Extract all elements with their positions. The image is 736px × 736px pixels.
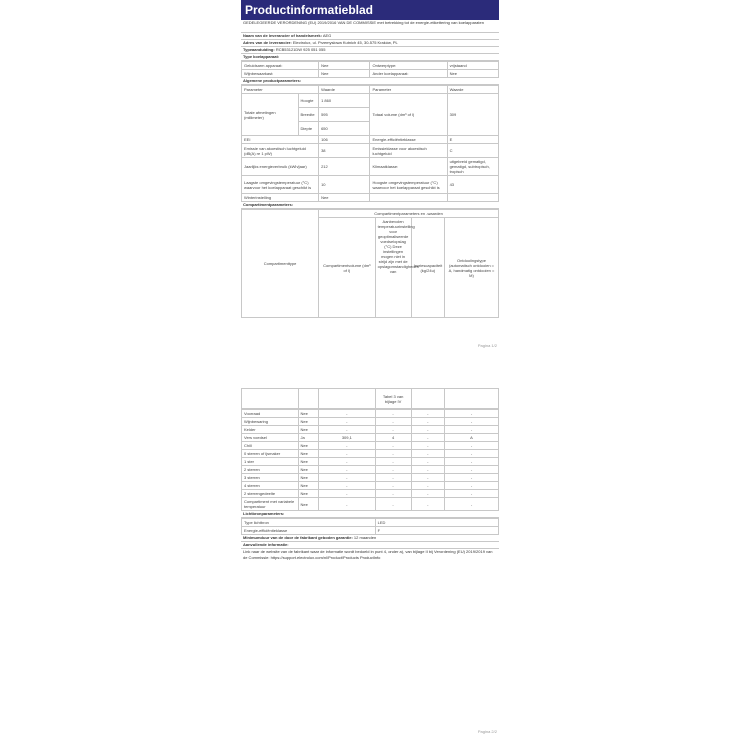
- table-cell: Nee: [298, 474, 319, 482]
- table-row: [242, 418, 499, 426]
- table-cell: -: [411, 498, 444, 511]
- table-cell: -: [375, 410, 411, 418]
- table-cell: Nee: [298, 418, 319, 426]
- table-row: [242, 442, 499, 450]
- extra-section-title: Aanvullende informatie:: [241, 542, 499, 549]
- table-cell: Nee: [298, 482, 319, 490]
- table-row: Wijnbewaarkast: Nee Ander koelapparaat: Nee: [242, 70, 499, 78]
- table-cell: Nee: [298, 498, 319, 511]
- table-cell: -: [375, 450, 411, 458]
- table-cell: -: [319, 418, 376, 426]
- table-cell: -: [319, 490, 376, 498]
- table-row: Jaarlijks energieverbruik (kWh/jaar) 212 Klimaatklasse: uitgebreid gematigd, gematigd, subtropisch, tropisch: [242, 158, 499, 176]
- table-row: [242, 490, 499, 498]
- table-row: Totale afmetingen (millimeter) Hoogte 1 860 Totaal volume (dm³ of l) 309: [242, 94, 499, 108]
- table-cell: Nee: [298, 490, 319, 498]
- table-cell: -: [411, 482, 444, 490]
- table-cell: -: [444, 450, 498, 458]
- table-cell: -: [411, 474, 444, 482]
- table-cell: Chill: [242, 442, 299, 450]
- table-cell: -: [411, 410, 444, 418]
- address-line: Adres van de leverancier: Electrolux, ul. Przemysłowa Kutnich 45, 30-575 Kraków, PL: [241, 40, 499, 47]
- comp-section-title: Compartimentparameters:: [241, 202, 499, 209]
- comp-header-table: [241, 209, 499, 318]
- table-row: [242, 434, 499, 442]
- table-cell: -: [375, 426, 411, 434]
- table-cell: -: [444, 442, 498, 450]
- extra-text: Link naar de website van de fabrikant waar de informatie wordt bedoeld in punt 4, onder a), van bijlage II bij Verordening (EU) 2019/2019 van de Commissie: https://support.electrolux.com/nl/Product/Products ProductInfo: [243, 549, 493, 560]
- warranty-line: Minimumduur van de door de fabrikant geboden garantie: 12 maanden: [241, 535, 499, 542]
- table-cell: -: [375, 442, 411, 450]
- table-cell: -: [444, 458, 498, 466]
- page-2: [241, 388, 499, 736]
- table-cell: 3 sterren: [242, 474, 299, 482]
- table-cell: -: [444, 490, 498, 498]
- table-row: [242, 498, 499, 511]
- type-section-title: Type koelapparaat:: [241, 54, 499, 61]
- table-cell: Compartiment met variabele temperatuur: [242, 498, 299, 511]
- table-row: EEI 106 Energie-efficiëntieklasse E: [242, 136, 499, 144]
- table-cell: -: [411, 458, 444, 466]
- page-1: [241, 0, 499, 350]
- table-cell: -: [411, 418, 444, 426]
- table-cell: Vers voedsel: [242, 434, 299, 442]
- table-cell: -: [375, 418, 411, 426]
- table-cell: Nee: [298, 426, 319, 434]
- table-cell: Ja: [298, 434, 319, 442]
- table-row: [242, 410, 499, 418]
- table-cell: A: [444, 434, 498, 442]
- table-cell: -: [411, 490, 444, 498]
- table-cell: Nee: [298, 410, 319, 418]
- table-cell: -: [444, 474, 498, 482]
- table-cell: Wijnbewaring: [242, 418, 299, 426]
- table-row: Tabel 3 van bijlage IV: [242, 389, 499, 409]
- table-row: [242, 450, 499, 458]
- table-cell: -: [411, 434, 444, 442]
- regulation-text: GEDELEGEERDE VERORDENING (EU) 2019/2016 VAN DE COMMISSIE met betrekking tot de energie-etikettering van koelapparaten: [241, 20, 499, 33]
- table-cell: -: [319, 482, 376, 490]
- page-title: Productinformatieblad: [241, 0, 499, 20]
- table-cell: -: [319, 410, 376, 418]
- table-cell: -: [319, 498, 376, 511]
- table-cell: -: [375, 482, 411, 490]
- table-row: Emissie van akoestisch luchtgeluid (dB(A) re 1 pW) 38 Emissieklasse voor akoestisch luchtgeluid C: [242, 144, 499, 158]
- table-cell: 4 sterren: [242, 482, 299, 490]
- table-row: Compartimentvolume (dm³ of l) Aanbevolen temperatuurinstelling voor geoptimaliseerde voedselopslag (°C) Deze instellingen mogen niet in strijd zijn met de opslagomstandigheden van Invriescapaciteit (kg/24u) Ontdooiingstype (automatisch ontdooien = A, handmatig ontdooien = M): [242, 218, 499, 318]
- table-cell: -: [444, 466, 498, 474]
- params-table: [241, 85, 499, 202]
- table-row: Diepte 650: [242, 122, 499, 136]
- table-row: Breedte 595: [242, 108, 499, 122]
- page-number: Pagina 2/2: [477, 729, 497, 734]
- table-cell: -: [375, 498, 411, 511]
- table-cell: -: [444, 498, 498, 511]
- table-cell: -: [375, 466, 411, 474]
- table-cell: 4: [375, 434, 411, 442]
- table-cell: Nee: [298, 450, 319, 458]
- table-cell: -: [319, 426, 376, 434]
- model-line: Typeaanduiding: RCB53121DW 925 051 055: [241, 47, 499, 54]
- table-row: [242, 458, 499, 466]
- table-row: Geluidsarm apparaat: Nee Ontwerptype: vrijstaand: [242, 62, 499, 70]
- table-cell: -: [411, 426, 444, 434]
- table-cell: -: [411, 450, 444, 458]
- table-cell: 309,1: [319, 434, 376, 442]
- table-row: Type lichtbron LED: [242, 519, 499, 527]
- comp-rows-table: [241, 409, 499, 511]
- table-cell: 2 sterrengedeelte: [242, 490, 299, 498]
- table-cell: 2 sterren: [242, 466, 299, 474]
- table-row: Laagste omgevingstemperatuur (°C) waarvoor het koelapparaat geschikt is 10 Hoogste omgevingstemperatuur (°C) waarvoor het koelapparaat geschikt is 43: [242, 176, 499, 194]
- table-cell: -: [444, 418, 498, 426]
- table-cell: -: [375, 490, 411, 498]
- table-cell: -: [319, 442, 376, 450]
- table-cell: -: [375, 474, 411, 482]
- table-cell: -: [411, 466, 444, 474]
- table-row: [242, 482, 499, 490]
- params-section-title: Algemene productparameters:: [241, 78, 499, 85]
- light-table: [241, 518, 499, 535]
- table-row: Winterinstelling Nee: [242, 194, 499, 202]
- table-cell: -: [319, 458, 376, 466]
- table-cell: Nee: [298, 442, 319, 450]
- type-table: [241, 61, 499, 78]
- table-row: Compartimenttype Compartimentparameters en -waarden: [242, 210, 499, 218]
- table-row: [242, 466, 499, 474]
- light-section-title: Lichtbronparameters:: [241, 511, 499, 518]
- table-cell: -: [444, 482, 498, 490]
- table-cell: -: [319, 450, 376, 458]
- table-cell: -: [444, 426, 498, 434]
- table-row: Parameter Waarde Parameter Waarde: [242, 86, 499, 94]
- table-cell: 0 sterren of ijsmaker: [242, 450, 299, 458]
- table-cell: Nee: [298, 458, 319, 466]
- table-cell: Nee: [298, 466, 319, 474]
- table-cell: -: [375, 458, 411, 466]
- table-row: [242, 426, 499, 434]
- page-number: Pagina 1/2: [477, 343, 497, 348]
- table-cell: -: [319, 474, 376, 482]
- table-cell: -: [319, 466, 376, 474]
- table-cell: Kelder: [242, 426, 299, 434]
- table-cell: -: [444, 410, 498, 418]
- table-cell: 1 ster: [242, 458, 299, 466]
- table-row: [242, 474, 499, 482]
- table-cell: Voorraad: [242, 410, 299, 418]
- comp-table: [241, 388, 499, 409]
- supplier-line: Naam van de leverancier of handelsmerk: AEG: [241, 33, 499, 40]
- table-cell: -: [411, 442, 444, 450]
- table-row: Energie-efficiëntieklasse F: [242, 527, 499, 535]
